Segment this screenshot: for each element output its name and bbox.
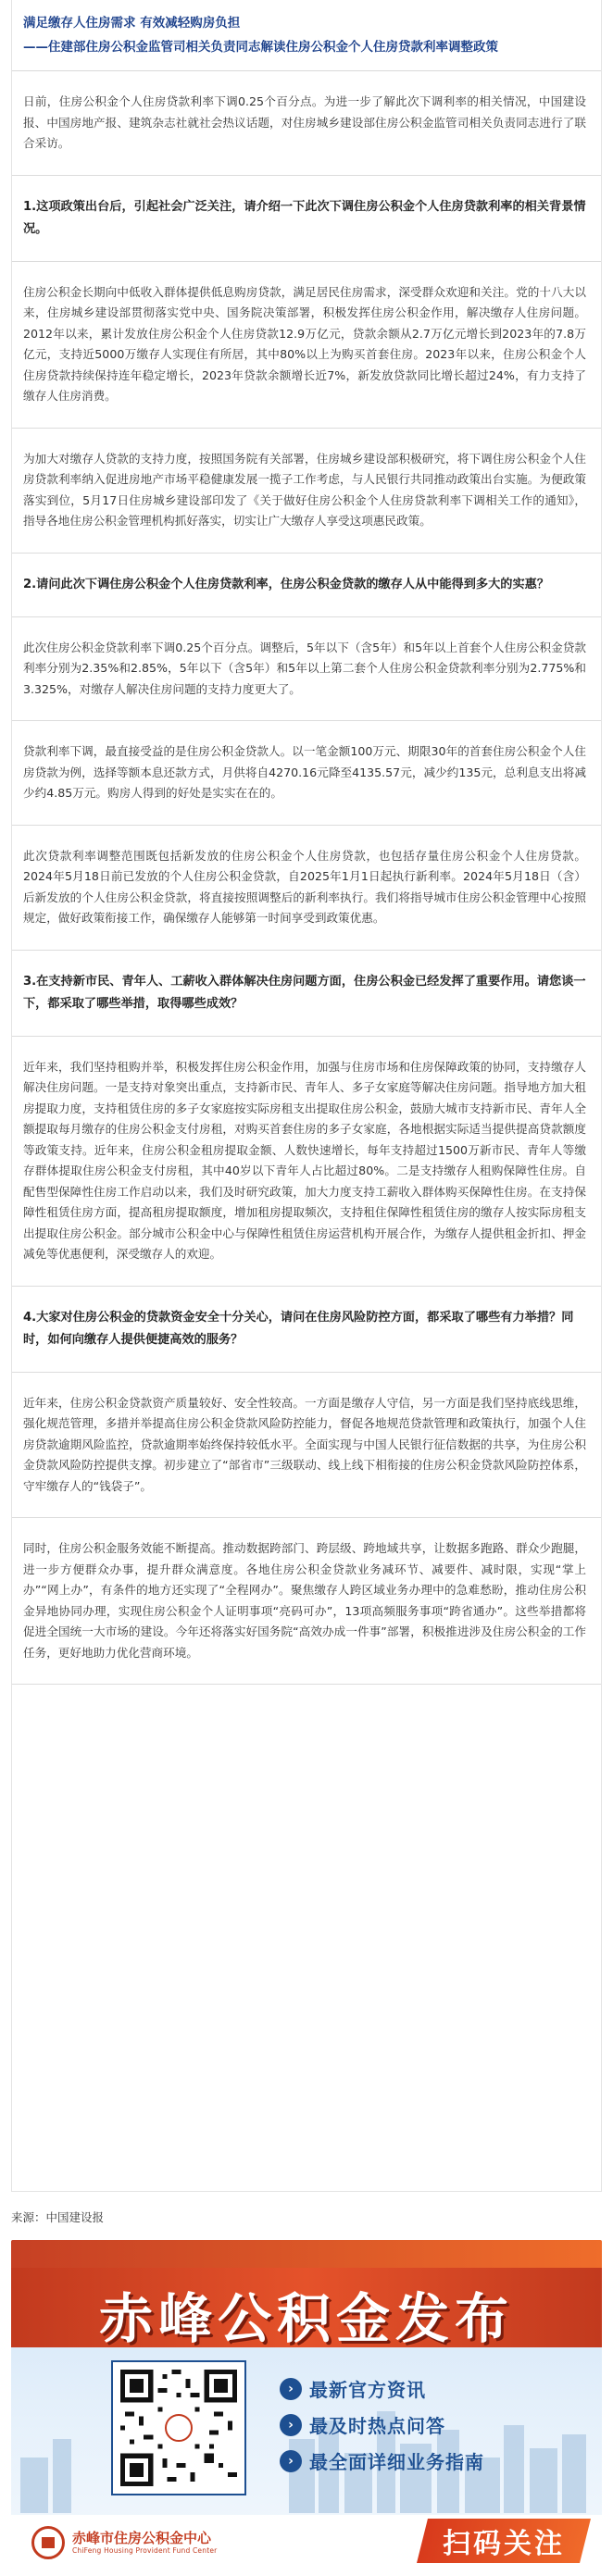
feature-item [280, 2375, 557, 2402]
feature-item [280, 2411, 557, 2438]
body-paragraph: 此次贷款利率调整范围既包括新发放的住房公积金个人住房贷款，也包括存量住房公积金个人住房贷款。2024年5月18日前已发放的个人住房公积金贷款，自2025年1月1日起执行新利率。2024年5月18日（含）后新发放的个人住房公积金贷款，将直接按照调整后的新利率执行。我们将指导城市住房公积金管理中心按照规定，做好政策衔接工作，确保缴存人能够第一时间享受到政策优惠。 [23, 848, 586, 925]
body-paragraph: 为加大对缴存人贷款的支持力度，按照国务院有关部署，住房城乡建设部积极研究，将下调住房公积金个人住房贷款利率纳入促进房地产市场平稳健康发展一揽子工作考虑，与人民银行共同推动政策出台实施。为便政策落实到位，5月17日住房城乡建设部印发了《关于做好住房公积金个人住房贷款利率下调相关工作的通知》，指导各地住房公积金管理机构抓好落实，切实让广大缴存人享受这项惠民政策。 [23, 451, 586, 528]
question-section [21, 1287, 592, 1372]
source-line: 来源：中国建设报 [11, 2210, 105, 2224]
body-paragraph: 此次住房公积金贷款利率下调0.25个百分点。调整后，5年以下（含5年）和5年以上首套个人住房公积金贷款利率分别为2.35%和2.85%，5年以下（含5年）和5年以上第二套个人住房公积金贷款利率分别为2.775%和3.325%，对缴存人解决住房问题的支持力度更大了。 [23, 640, 586, 696]
chevron-right-icon: › [280, 2378, 302, 2400]
question-heading: 4.大家对住房公积金的贷款资金安全十分关心，请问在住房风险防控方面，都采取了哪些有力举措？同时，如何向缴存人提供便捷高效的服务？ [23, 1310, 574, 1347]
body-paragraph: 同时，住房公积金服务效能不断提高。推动数据跨部门、跨层级、跨地域共享，让数据多跑路、群众少跑腿，进一步方便群众办事，提升群众满意度。各地住房公积金贷款业务减环节、减要件、减时限，实现“掌上办”“网上办”，有条件的地方还实现了“全程网办”。聚焦缴存人跨区域业务办理中的急难愁盼，推动住房公积金异地协同办理，实现住房公积金个人证明事项“亮码可办”，13项高频服务事项“跨省通办”。这些举措都将促进全国统一大市场的建设。今年还将落实好国务院“高效办成一件事”部署，积极推进涉及住房公积金的工作任务，更好地助力优化营商环境。 [23, 1541, 586, 1660]
question-heading: 2.请问此次下调住房公积金个人住房贷款利率，住房公积金贷款的缴存人从中能得到多大的实惠？ [23, 577, 550, 591]
article-title [21, 13, 592, 57]
logo-name-cn: 赤峰市住房公积金中心 [72, 2530, 212, 2546]
qr-code[interactable] [111, 2360, 246, 2495]
paragraph-section [21, 262, 592, 428]
chevron-right-icon: › [280, 2414, 302, 2436]
house-emblem-icon [31, 2526, 65, 2559]
promo-banner[interactable] [11, 2240, 602, 2569]
banner-footer [11, 2515, 602, 2569]
article-card [11, 0, 602, 2192]
body-paragraph: 近年来，住房公积金贷款资产质量较好、安全性较高。一方面是缴存人守信，另一方面是我们坚持底线思维，强化规范管理，多措并举提高住房公积金贷款风险防控能力，督促各地规范贷款管理和政策执行，加强个人住房贷款逾期风险监控，贷款逾期率始终保持较低水平。全面实现与中国人民银行征信数据的共享，为住房公积金贷款风险防控提供支撑。初步建立了“部省市”三级联动、线上线下相衔接的住房公积金贷款风险防控体系，守牢缴存人的“钱袋子”。 [23, 1395, 586, 1493]
paragraph-section [21, 617, 592, 721]
qr-center-logo-icon [165, 2414, 193, 2442]
paragraph-section [21, 1037, 592, 1286]
question-section [21, 176, 592, 261]
question-section [21, 554, 592, 616]
paragraph-section [21, 429, 592, 553]
body-paragraph: 近年来，我们坚持租购并举，积极发挥住房公积金作用，加强与住房市场和住房保障政策的协同，支持缴存人解决住房问题。一是支持对象突出重点，支持新市民、青年人、多子女家庭等解决住房问题。指导地方加大租房提取力度，支持租赁住房的多子女家庭按实际房租支出提取住房公积金，鼓励大城市支持新市民、青年人全额提取每月缴存的住房公积金支付房租，对购买首套住房的多子女家庭，各地根据实际适当提供提高贷款额度等政策支持。近年来，住房公积金租房提取金额、人数快速增长，每年支持超过1500万新市民、青年人等缴存群体提取住房公积金支付房租，其中40岁以下青年人占比超过80%。二是支持缴存人租购保障性住房。自配售型保障性住房工作启动以来，我们及时研究政策，加大力度支持工薪收入群体购买保障性住房。在支持保障性租赁住房方面，提高租房提取额度，增加租房提取频次，支持租住保障性租赁住房的缴存人按实际房租支出提取住房公积金。部分城市公积金中心与保障性租赁住房运营机构开展合作，为缴存人提供租金折扣、押金减免等优惠便利，深受缴存人的欢迎。 [23, 1059, 586, 1261]
question-heading: 1.这项政策出台后，引起社会广泛关注，请介绍一下此次下调住房公积金个人住房贷款利率的相关背景情况。 [23, 199, 586, 236]
body-paragraph: 贷款利率下调，最直接受益的是住房公积金贷款人。以一笔金额100万元、期限30年的首套住房公积金个人住房贷款为例，选择等额本息还款方式，月供将自4270.16元降至4135.57元，减少约135元，总利息支出将减少约4.85万元。购房人得到的好处是实实在在的。 [23, 744, 586, 800]
banner-title: 赤峰公积金发布 [98, 2287, 514, 2350]
feature-label: 最新官方资讯 [309, 2379, 426, 2401]
banner-feature-list [280, 2375, 557, 2483]
sub-headline: ——住建部住房公积金监管司相关负责同志解读住房公积金个人住房贷款利率调整政策 [23, 40, 498, 55]
feature-label: 最及时热点问答 [309, 2415, 445, 2437]
question-section [21, 951, 592, 1036]
feature-item [280, 2447, 557, 2474]
question-heading: 3.在支持新市民、青年人、工薪收入群体解决住房问题方面，住房公积金已经发挥了重要作用。请您谈一下，都采取了哪些举措，取得哪些成效？ [23, 974, 586, 1011]
paragraph-section [21, 721, 592, 825]
paragraph-section [21, 71, 592, 175]
body-paragraph: 日前，住房公积金个人住房贷款利率下调0.25个百分点。为进一步了解此次下调利率的相关情况，中国建设报、中国房地产报、建筑杂志社就社会热议话题，对住房城乡建设部住房公积金监管司相关负责同志进行了联合采访。 [23, 94, 586, 150]
center-logo [31, 2526, 217, 2559]
headline: 满足缴存人住房需求 有效减轻购房负担 [23, 16, 241, 31]
paragraph-section [21, 1373, 592, 1518]
paragraph-section [21, 1518, 592, 1684]
scan-follow-button[interactable] [417, 2519, 591, 2563]
paragraph-divider [12, 1684, 601, 1685]
scan-follow-label: 扫码关注 [443, 2528, 565, 2560]
feature-label: 最全面详细业务指南 [309, 2451, 484, 2473]
banner-top-bar [11, 2240, 602, 2268]
logo-name-en: ChiFeng Housing Provident Fund Center [72, 2546, 218, 2555]
body-paragraph: 住房公积金长期向中低收入群体提供低息购房贷款，满足居民住房需求，深受群众欢迎和关注。党的十八大以来，住房城乡建设部贯彻落实党中央、国务院决策部署，积极发挥住房公积金作用，解决缴存人住房问题。2012年以来，累计发放住房公积金个人住房贷款12.9万亿元，贷款余额从2.7万亿元增长到2023年的7.8万亿元，支持近5000万缴存人实现住有所居，其中80%以上为购买首套住房。2023年以来，住房公积金个人住房贷款持续保持连年稳定增长，2023年贷款余额增长近7%，新发放贷款同比增长超过24%，有力支持了缴存人住房消费。 [23, 284, 586, 403]
chevron-right-icon: › [280, 2450, 302, 2472]
article-body [21, 71, 592, 1685]
paragraph-section [21, 826, 592, 950]
